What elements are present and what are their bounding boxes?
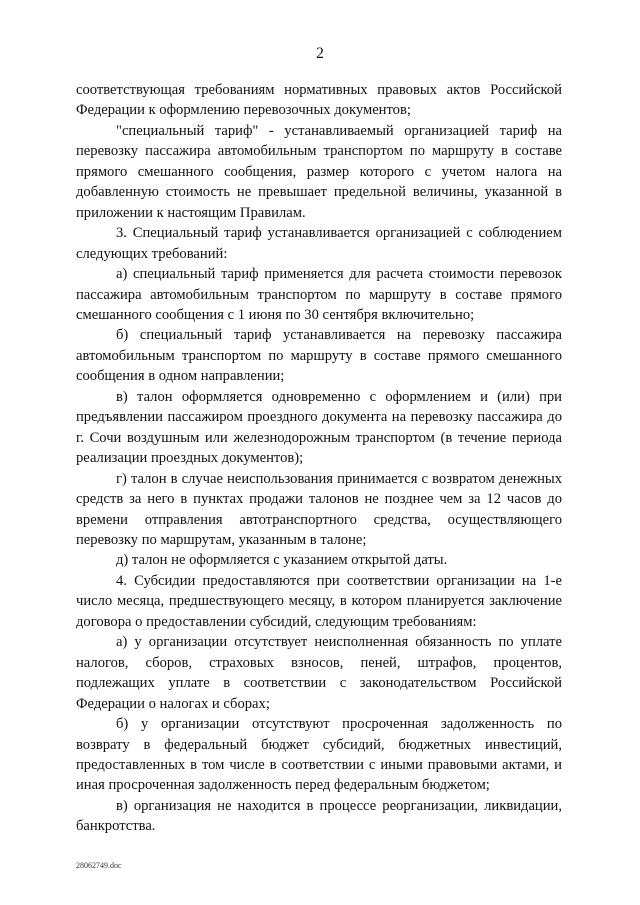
- paragraph-clause-3d: д) талон не оформляется с указанием открытой даты.: [116, 552, 448, 569]
- paragraph-clause-3a: а) специальный тариф применяется для расчета стоимости перевозок пассажира автомобильным транспортом по маршруту в составе прямого смешанного сообщения с 1 июня по 30 сентября включительно;: [76, 266, 562, 323]
- paragraph-special-tariff-definition: "специальный тариф" - устанавливаемый организацией тариф на перевозку пассажира автомобильным транспортом по маршруту в составе прямого смешанного сообщения, размер которого с учетом налога на добавленную стоимость не превышает предельной величины, указанной в приложении к настоящим Правилам.: [76, 122, 562, 221]
- page-number: 2: [316, 45, 324, 62]
- document-body: [76, 80, 562, 837]
- paragraph-clause-3b: б) специальный тариф устанавливается на перевозку пассажира автомобильным транспортом по маршруту в составе прямого смешанного сообщения в одном направлении;: [76, 327, 562, 385]
- paragraph-clause-4b: б) у организации отсутствуют просроченная задолженность по возврату в федеральный бюджет субсидий, бюджетных инвестиций, предоставленных в том числе в соответствии с иными правовыми актами, и иная просроченная задолженность перед федеральным бюджетом;: [76, 716, 562, 794]
- paragraph-clause-3: 3. Специальный тариф устанавливается организацией с соблюдением следующих требований:: [76, 225, 562, 262]
- paragraph-clause-3g: г) талон в случае неиспользования принимается с возвратом денежных средств за него в пунктах продажи талонов не позднее чем за 12 часов до времени отправления автотранспортного средства, осуществляющего перевозку по маршрутам, указанным в талоне;: [76, 470, 562, 548]
- paragraph-continuation: соответствующая требованиям нормативных правовых актов Российской Федерации к оформлению перевозочных документов;: [76, 82, 562, 119]
- paragraph-clause-3v: в) талон оформляется одновременно с оформлением и (или) при предъявлении пассажиром проездного документа на перевозку пассажира до г. Сочи воздушным или железнодорожным транспортом (в течение периода реализации проездных документов);: [76, 388, 562, 467]
- paragraph-clause-4a: а) у организации отсутствует неисполненная обязанность по уплате налогов, сборов, страховых взносов, пеней, штрафов, процентов, подлежащих уплате в соответствии с законодательством Российской Федерации о налогах и сборах;: [76, 634, 562, 712]
- document-file-reference: 28062749.doc: [76, 861, 122, 870]
- paragraph-clause-4v: в) организация не находится в процессе реорганизации, ликвидации, банкротства.: [76, 797, 562, 835]
- paragraph-clause-4: 4. Субсидии предоставляются при соответствии организации на 1-е число месяца, предшествующего месяцу, в котором планируется заключение договора о предоставлении субсидий, следующим требованиям:: [76, 572, 562, 630]
